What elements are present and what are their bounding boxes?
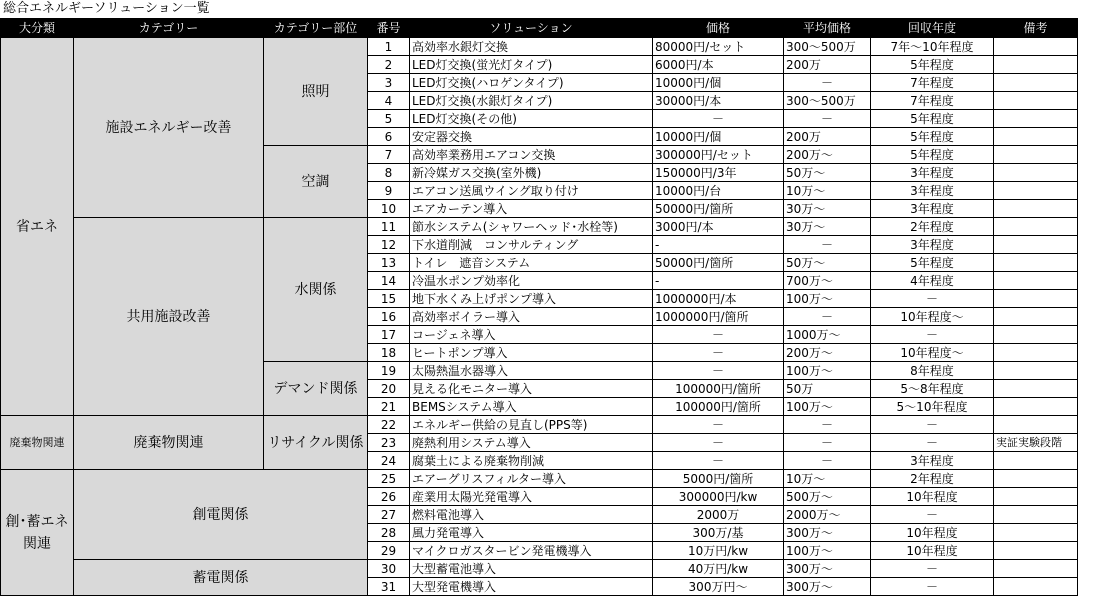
group-cell: 省エネ (1, 38, 74, 416)
avg-price-cell: 100万～ (784, 398, 871, 416)
column-header: 平均価格 (784, 19, 871, 38)
payback-cell: 5年程度 (871, 146, 994, 164)
note-cell (994, 416, 1078, 434)
payback-cell: 10年程度 (871, 524, 994, 542)
row-number: 14 (368, 272, 410, 290)
avg-price-cell: 700万～ (784, 272, 871, 290)
row-number: 5 (368, 110, 410, 128)
note-cell (994, 290, 1078, 308)
payback-cell: 5年程度 (871, 110, 994, 128)
note-cell (994, 146, 1078, 164)
payback-cell: 5～8年程度 (871, 380, 994, 398)
group-cell: 照明 (264, 38, 368, 146)
avg-price-cell: － (784, 74, 871, 92)
payback-cell: 5年程度 (871, 128, 994, 146)
price-cell: 300万/基 (653, 524, 784, 542)
note-cell (994, 560, 1078, 578)
row-number: 28 (368, 524, 410, 542)
price-cell: 300000円/セット (653, 146, 784, 164)
row-number: 20 (368, 380, 410, 398)
solution-cell: BEMSシステム導入 (410, 398, 653, 416)
note-cell (994, 92, 1078, 110)
payback-cell: 7年程度 (871, 74, 994, 92)
avg-price-cell: 100万～ (784, 362, 871, 380)
payback-cell: 10年程度 (871, 488, 994, 506)
row-number: 30 (368, 560, 410, 578)
solution-cell: ヒートポンプ導入 (410, 344, 653, 362)
solution-cell: 安定器交換 (410, 128, 653, 146)
price-cell: 10000円/個 (653, 74, 784, 92)
note-cell (994, 488, 1078, 506)
avg-price-cell: － (784, 416, 871, 434)
payback-cell: － (871, 416, 994, 434)
price-cell: 2000万 (653, 506, 784, 524)
payback-cell: 8年程度 (871, 362, 994, 380)
note-cell (994, 380, 1078, 398)
note-cell: 実証実験段階 (994, 434, 1078, 452)
avg-price-cell: 100万～ (784, 542, 871, 560)
payback-cell: 7年～10年程度 (871, 38, 994, 56)
row-number: 16 (368, 308, 410, 326)
note-cell (994, 344, 1078, 362)
avg-price-cell: 10万～ (784, 470, 871, 488)
payback-cell: 10年程度～ (871, 344, 994, 362)
note-cell (994, 218, 1078, 236)
payback-cell: 3年程度 (871, 200, 994, 218)
group-cell: 施設エネルギー改善 (74, 38, 264, 218)
column-header: 備考 (994, 19, 1078, 38)
price-cell: 50000円/箇所 (653, 254, 784, 272)
solution-cell: エアコン送風ウイング取り付け (410, 182, 653, 200)
solution-cell: 風力発電導入 (410, 524, 653, 542)
solutions-table (0, 18, 1078, 596)
payback-cell: 10年程度 (871, 542, 994, 560)
payback-cell: 3年程度 (871, 182, 994, 200)
price-cell: 30000円/本 (653, 92, 784, 110)
table-row (1, 470, 1078, 488)
avg-price-cell: 100万～ (784, 290, 871, 308)
price-cell: 150000円/3年 (653, 164, 784, 182)
payback-cell: 3年程度 (871, 452, 994, 470)
price-cell: - (653, 236, 784, 254)
table-row (1, 38, 1078, 56)
row-number: 31 (368, 578, 410, 596)
group-cell: 廃棄物関連 (74, 416, 264, 470)
solution-cell: 冷温水ポンプ効率化 (410, 272, 653, 290)
solution-cell: 産業用太陽光発電導入 (410, 488, 653, 506)
note-cell (994, 128, 1078, 146)
note-cell (994, 326, 1078, 344)
group-cell: デマンド関係 (264, 362, 368, 416)
note-cell (994, 182, 1078, 200)
column-header: 大分類 (1, 19, 74, 38)
row-number: 7 (368, 146, 410, 164)
group-cell: 共用施設改善 (74, 218, 264, 416)
note-cell (994, 56, 1078, 74)
note-cell (994, 362, 1078, 380)
row-number: 21 (368, 398, 410, 416)
avg-price-cell: 300万～ (784, 578, 871, 596)
row-number: 22 (368, 416, 410, 434)
solution-cell: 廃熱利用システム導入 (410, 434, 653, 452)
price-cell: － (653, 326, 784, 344)
note-cell (994, 254, 1078, 272)
solution-cell: エネルギー供給の見直し(PPS等) (410, 416, 653, 434)
solution-cell: 太陽熱温水器導入 (410, 362, 653, 380)
note-cell (994, 164, 1078, 182)
avg-price-cell: 300～500万 (784, 38, 871, 56)
solution-cell: LED灯交換(蛍光灯タイプ) (410, 56, 653, 74)
table-body (1, 38, 1078, 596)
avg-price-cell: 200万 (784, 128, 871, 146)
column-header: 番号 (368, 19, 410, 38)
group-cell: 創電関係 (74, 470, 368, 560)
price-cell: 80000円/セット (653, 38, 784, 56)
note-cell (994, 236, 1078, 254)
payback-cell: － (871, 290, 994, 308)
payback-cell: － (871, 578, 994, 596)
avg-price-cell: 30万～ (784, 218, 871, 236)
note-cell (994, 398, 1078, 416)
row-number: 10 (368, 200, 410, 218)
price-cell: 1000000円/本 (653, 290, 784, 308)
solution-cell: エアーグリスフィルター導入 (410, 470, 653, 488)
avg-price-cell: 50万 (784, 380, 871, 398)
row-number: 25 (368, 470, 410, 488)
price-cell: 40万円/kw (653, 560, 784, 578)
price-cell: － (653, 110, 784, 128)
row-number: 29 (368, 542, 410, 560)
column-header: カテゴリー (74, 19, 264, 38)
note-cell (994, 308, 1078, 326)
payback-cell: － (871, 506, 994, 524)
solution-cell: 新冷媒ガス交換(室外機) (410, 164, 653, 182)
row-number: 18 (368, 344, 410, 362)
group-cell: 創･蓄エネ関連 (1, 470, 74, 596)
note-cell (994, 200, 1078, 218)
row-number: 9 (368, 182, 410, 200)
solution-cell: マイクロガスタービン発電機導入 (410, 542, 653, 560)
group-cell: 蓄電関係 (74, 560, 368, 596)
solution-cell: 地下水くみ上げポンプ導入 (410, 290, 653, 308)
payback-cell: 4年程度 (871, 272, 994, 290)
avg-price-cell: － (784, 452, 871, 470)
row-number: 3 (368, 74, 410, 92)
solution-cell: 高効率業務用エアコン交換 (410, 146, 653, 164)
note-cell (994, 542, 1078, 560)
group-cell: 空調 (264, 146, 368, 218)
row-number: 19 (368, 362, 410, 380)
sheet-title: 総合エネルギーソリューション一覧 (3, 1, 210, 16)
row-number: 12 (368, 236, 410, 254)
avg-price-cell: 30万～ (784, 200, 871, 218)
row-number: 24 (368, 452, 410, 470)
price-cell: 300000円/kw (653, 488, 784, 506)
row-number: 13 (368, 254, 410, 272)
note-cell (994, 470, 1078, 488)
price-cell: 10000円/個 (653, 128, 784, 146)
price-cell: 100000円/箇所 (653, 380, 784, 398)
header-row (1, 19, 1078, 38)
avg-price-cell: － (784, 308, 871, 326)
price-cell: - (653, 272, 784, 290)
note-cell (994, 74, 1078, 92)
solution-cell: LED灯交換(その他) (410, 110, 653, 128)
note-cell (994, 524, 1078, 542)
solution-cell: トイレ 遮音システム (410, 254, 653, 272)
avg-price-cell: 500万～ (784, 488, 871, 506)
price-cell: 50000円/箇所 (653, 200, 784, 218)
column-header: カテゴリー部位 (264, 19, 368, 38)
column-header: 価格 (653, 19, 784, 38)
avg-price-cell: 200万～ (784, 146, 871, 164)
group-cell: 廃棄物関連 (1, 416, 74, 470)
note-cell (994, 506, 1078, 524)
price-cell: 5000円/箇所 (653, 470, 784, 488)
payback-cell: 2年程度 (871, 470, 994, 488)
solution-cell: 腐葉土による廃棄物削減 (410, 452, 653, 470)
row-number: 23 (368, 434, 410, 452)
row-number: 11 (368, 218, 410, 236)
solution-cell: 燃料電池導入 (410, 506, 653, 524)
payback-cell: 2年程度 (871, 218, 994, 236)
payback-cell: － (871, 434, 994, 452)
group-cell: 水関係 (264, 218, 368, 362)
avg-price-cell: － (784, 434, 871, 452)
payback-cell: 5～10年程度 (871, 398, 994, 416)
solution-cell: 節水システム(シャワーヘッド･水栓等) (410, 218, 653, 236)
row-number: 1 (368, 38, 410, 56)
payback-cell: － (871, 560, 994, 578)
column-header: 回収年度 (871, 19, 994, 38)
solution-cell: 下水道削減 コンサルティング (410, 236, 653, 254)
note-cell (994, 110, 1078, 128)
payback-cell: 3年程度 (871, 236, 994, 254)
avg-price-cell: － (784, 236, 871, 254)
solution-cell: エアカーテン導入 (410, 200, 653, 218)
price-cell: 3000円/本 (653, 218, 784, 236)
row-number: 6 (368, 128, 410, 146)
solution-cell: 高効率水銀灯交換 (410, 38, 653, 56)
table-row (1, 416, 1078, 434)
solution-cell: コージェネ導入 (410, 326, 653, 344)
avg-price-cell: 200万 (784, 56, 871, 74)
solution-cell: 大型蓄電池導入 (410, 560, 653, 578)
payback-cell: － (871, 326, 994, 344)
avg-price-cell: 200万～ (784, 344, 871, 362)
group-cell: リサイクル関係 (264, 416, 368, 470)
row-number: 26 (368, 488, 410, 506)
table-row (1, 560, 1078, 578)
solution-cell: 高効率ボイラー導入 (410, 308, 653, 326)
payback-cell: 5年程度 (871, 56, 994, 74)
price-cell: － (653, 416, 784, 434)
payback-cell: 3年程度 (871, 164, 994, 182)
row-number: 2 (368, 56, 410, 74)
price-cell: － (653, 344, 784, 362)
row-number: 4 (368, 92, 410, 110)
column-header: ソリューション (410, 19, 653, 38)
price-cell: 100000円/箇所 (653, 398, 784, 416)
payback-cell: 7年程度 (871, 92, 994, 110)
solution-cell: 大型発電機導入 (410, 578, 653, 596)
price-cell: 300万円～ (653, 578, 784, 596)
row-number: 27 (368, 506, 410, 524)
price-cell: 1000000円/箇所 (653, 308, 784, 326)
note-cell (994, 38, 1078, 56)
payback-cell: 5年程度 (871, 254, 994, 272)
note-cell (994, 578, 1078, 596)
avg-price-cell: 50万～ (784, 254, 871, 272)
avg-price-cell: 50万～ (784, 164, 871, 182)
price-cell: － (653, 452, 784, 470)
note-cell (994, 452, 1078, 470)
price-cell: 6000円/本 (653, 56, 784, 74)
price-cell: 10万円/kw (653, 542, 784, 560)
price-cell: 10000円/台 (653, 182, 784, 200)
row-number: 17 (368, 326, 410, 344)
note-cell (994, 272, 1078, 290)
solution-cell: LED灯交換(ハロゲンタイプ) (410, 74, 653, 92)
table-row (1, 218, 1078, 236)
avg-price-cell: － (784, 110, 871, 128)
price-cell: － (653, 362, 784, 380)
solution-cell: 見える化モニター導入 (410, 380, 653, 398)
payback-cell: 10年程度～ (871, 308, 994, 326)
avg-price-cell: 300万～ (784, 560, 871, 578)
avg-price-cell: 1000万～ (784, 326, 871, 344)
solution-cell: LED灯交換(水銀灯タイプ) (410, 92, 653, 110)
avg-price-cell: 2000万～ (784, 506, 871, 524)
avg-price-cell: 300～500万 (784, 92, 871, 110)
avg-price-cell: 300万～ (784, 524, 871, 542)
price-cell: － (653, 434, 784, 452)
row-number: 15 (368, 290, 410, 308)
row-number: 8 (368, 164, 410, 182)
avg-price-cell: 10万～ (784, 182, 871, 200)
